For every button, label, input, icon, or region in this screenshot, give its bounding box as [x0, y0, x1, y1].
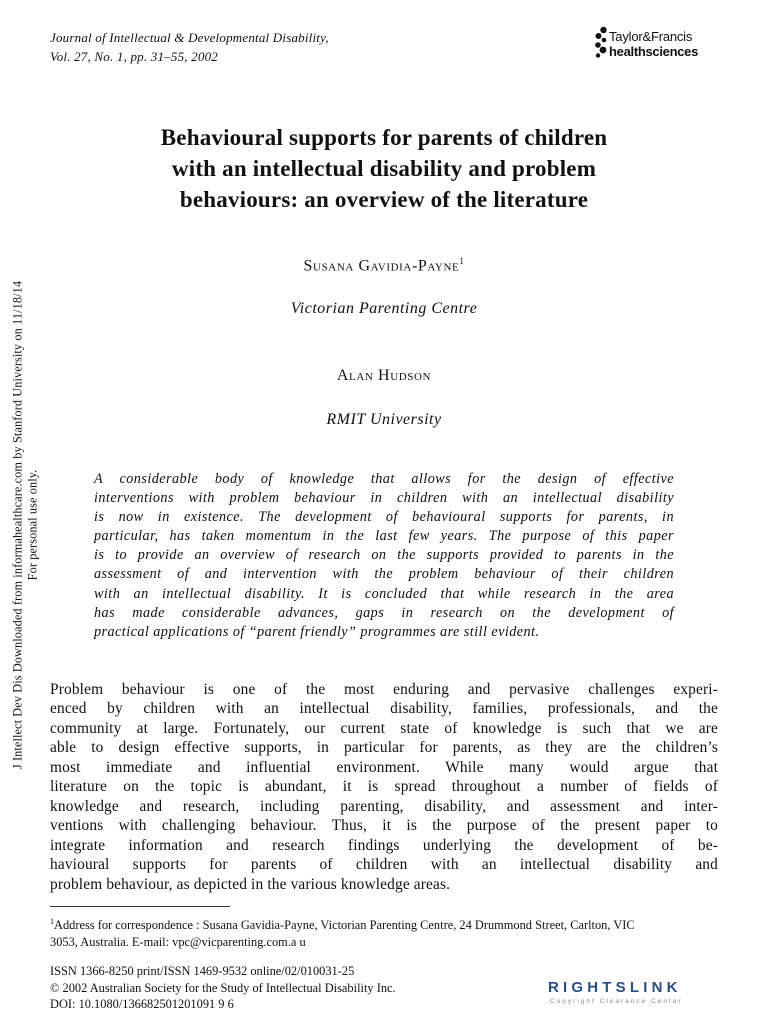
footnote-divider: [50, 906, 230, 907]
publisher-name: Taylor&Francis: [609, 29, 693, 44]
body-paragraph: [50, 680, 718, 894]
body-line: ventions with challenging behaviour. Thus, it is the purpose of the present paper to: [50, 817, 718, 835]
body-line: integrate information and research findings underlying the development of be-: [50, 836, 718, 854]
abstract-line: A considerable body of knowledge that allows for the design of effective: [94, 471, 674, 487]
abstract-line: practical applications of “parent friendly” programmes are still evident.: [94, 623, 540, 640]
rightslink-label: RIGHTSLINK: [548, 979, 682, 996]
abstract-line: with an intellectual disability. It is concluded that while research in the area: [94, 585, 674, 602]
body-line: problem behaviour, as depicted in the various knowledge areas.: [50, 875, 451, 893]
body-line: Problem behaviour is one of the most enduring and pervasive challenges experi-: [50, 681, 718, 698]
abstract-line: particular, has taken momentum in the last few years. The purpose of this paper: [94, 528, 674, 545]
abstract-line: is to provide an overview of research on the supports provided to parents in the: [94, 547, 674, 564]
body-line: enced by children with an intellectual disability, families, professionals, and the: [50, 700, 718, 718]
footnote-text: Address for correspondence : Susana Gavidia-Payne, Victorian Parenting Centre, 24 Drummond Street, Carlton, VIC: [54, 918, 635, 933]
author-affiliation: RMIT University: [326, 411, 442, 428]
watermark-line: J Intellect Dev Dis Downloaded from informahealthcare.com by Stanford University on 11/18/14: [10, 280, 25, 770]
title-line: with an intellectual disability and problem: [171, 156, 597, 181]
abstract: [94, 470, 674, 642]
watermark-line: For personal use only.: [25, 469, 39, 581]
copyright-notice: © 2002 Australian Society for the Study of Intellectual Disability Inc.: [50, 980, 396, 995]
issn: ISSN 1366-8250 print/ISSN 1469-9532 online/02/010031-25: [50, 964, 355, 978]
download-watermark: [0, 265, 50, 785]
author-name-text: Alan Hudson: [336, 367, 432, 384]
footnote-marker: 1: [50, 917, 54, 926]
watermark-text: [11, 265, 40, 785]
abstract-line: has made considerable advances, gaps in research on the development of: [94, 604, 674, 621]
publisher-division: healthsciences: [609, 44, 699, 59]
abstract-line: is now in existence. The development of behavioural supports for parents, in: [94, 509, 674, 526]
footnote-line: [50, 913, 635, 934]
publication-imprint: [50, 963, 396, 1013]
body-line: literature on the topic is abundant, it is spread throughout a number of fields of: [50, 778, 718, 796]
journal-name: Journal of Intellectual & Developmental Disability,: [50, 30, 329, 45]
author-name-text: Susana Gavidia-Payne: [303, 257, 460, 275]
correspondence-footnote: [50, 913, 635, 951]
abstract-line: assessment of and intervention with the problem behaviour of their children: [94, 566, 674, 583]
journal-citation: [50, 28, 329, 66]
abstract-line: interventions with problem behaviour in children with an intellectual disability: [94, 490, 674, 507]
rightslink-tagline: Copyright Clearance Center: [550, 998, 683, 1005]
author-name: [0, 367, 768, 385]
body-line: most immediate and influential environment. While many would argue that: [50, 758, 718, 776]
body-line: knowledge and research, including parenting, disability, and assessment and inter-: [50, 797, 718, 815]
footnote-line: 3053, Australia. E-mail: vpc@vicparenting.com.a u: [50, 935, 306, 950]
rightslink-logo: [548, 976, 724, 1012]
body-line: havioural supports for parents of children with an intellectual disability and: [50, 856, 718, 874]
author-affiliation: Victorian Parenting Centre: [290, 300, 478, 317]
publisher-dots-icon: [594, 26, 610, 60]
publisher-logo: [594, 24, 724, 64]
body-line: able to design effective supports, in particular for parents, as they are the children’s: [50, 739, 718, 757]
title-line: Behavioural supports for parents of children: [160, 125, 608, 150]
body-line: community at large. Fortunately, our current state of knowledge is such that we are: [50, 719, 718, 737]
journal-volume: Vol. 27, No. 1, pp. 31–55, 2002: [50, 49, 218, 64]
paper-title: [60, 122, 708, 215]
doi: DOI: 10.1080/136682501201091 9 6: [50, 997, 234, 1011]
author-name: [0, 256, 768, 275]
title-line: behaviours: an overview of the literature: [179, 187, 589, 212]
author-footnote-marker: 1: [459, 256, 465, 266]
